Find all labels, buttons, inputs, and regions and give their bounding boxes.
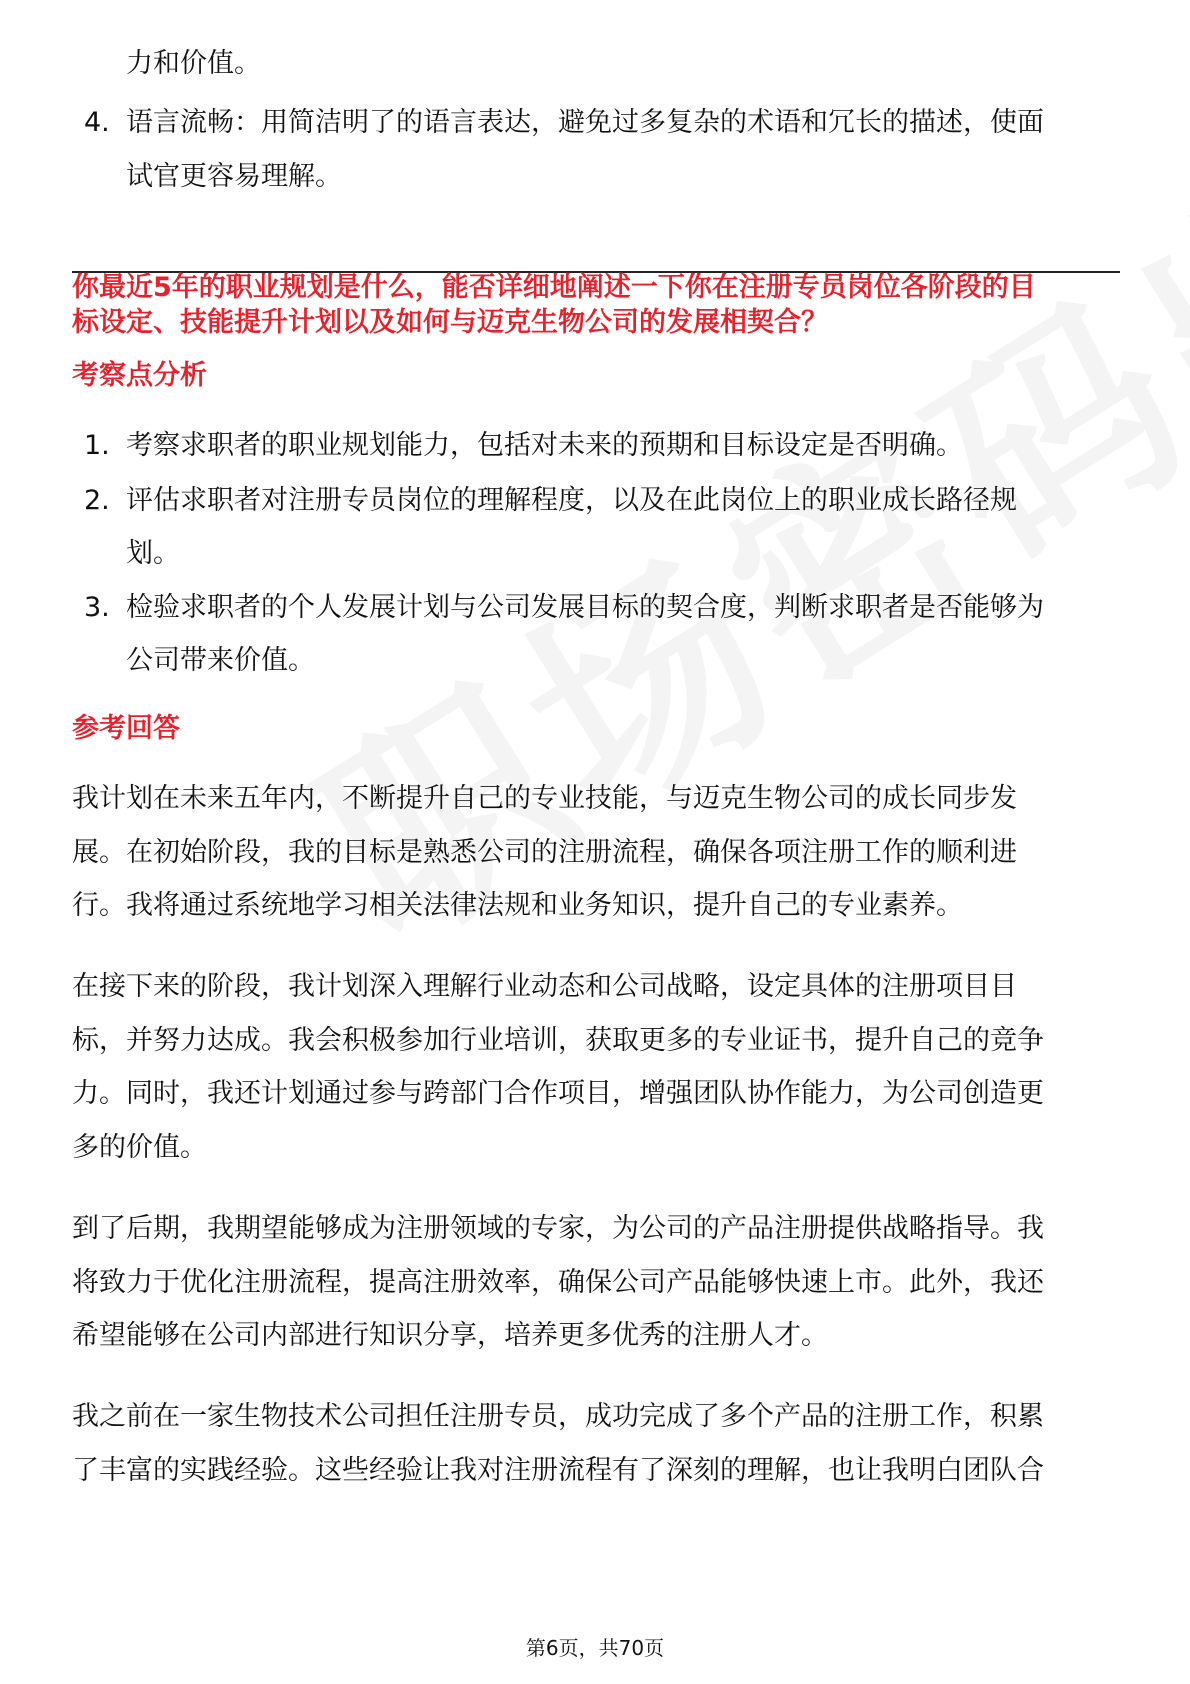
- prev-item-tail: 力和价值。: [126, 48, 261, 79]
- analysis-item-number: 1.: [84, 430, 110, 461]
- answer-line: 多的价值。: [72, 1132, 207, 1163]
- analysis-item-line: 评估求职者对注册专员岗位的理解程度，以及在此岗位上的职业成长路径规: [126, 485, 1017, 516]
- answer-line: 希望能够在公司内部进行知识分享，培养更多优秀的注册人才。: [72, 1320, 828, 1351]
- answer-line: 到了后期，我期望能够成为注册领域的专家，为公司的产品注册提供战略指导。我: [72, 1213, 1044, 1244]
- analysis-item-line: 划。: [126, 538, 180, 569]
- answer-line: 标，并努力达成。我会积极参加行业培训，获取更多的专业证书，提升自己的竞争: [72, 1025, 1044, 1056]
- answer-line: 我之前在一家生物技术公司担任注册专员，成功完成了多个产品的注册工作，积累: [72, 1401, 1044, 1432]
- page-footer: 第6页，共70页: [525, 1636, 665, 1660]
- answer-line: 了丰富的实践经验。这些经验让我对注册流程有了深刻的理解，也让我明白团队合: [72, 1455, 1044, 1486]
- analysis-item-line: 检验求职者的个人发展计划与公司发展目标的契合度，判断求职者是否能够为: [126, 592, 1044, 623]
- analysis-item-number: 2.: [84, 485, 110, 516]
- answer-line: 将致力于优化注册流程，提高注册效率，确保公司产品能够快速上市。此外，我还: [72, 1267, 1044, 1298]
- prev-item-number: 4.: [84, 107, 110, 138]
- analysis-item-line: 考察求职者的职业规划能力，包括对未来的预期和目标设定是否明确。: [126, 430, 963, 461]
- prev-item-line: 语言流畅：用简洁明了的语言表达，避免过多复杂的术语和冗长的描述，使面: [126, 107, 1044, 138]
- answer-line: 行。我将通过系统地学习相关法律法规和业务知识，提升自己的专业素养。: [72, 890, 963, 921]
- answer-line: 力。同时，我还计划通过参与跨部门合作项目，增强团队协作能力，为公司创造更: [72, 1078, 1044, 1109]
- analysis-item-number: 3.: [84, 592, 110, 623]
- answer-line: 在接下来的阶段，我计划深入理解行业动态和公司战略，设定具体的注册项目目: [72, 971, 1017, 1002]
- answer-heading: 参考回答: [72, 713, 180, 744]
- question-line: 你最近5年的职业规划是什么，能否详细地阐述一下你在注册专员岗位各阶段的目: [72, 272, 1036, 303]
- analysis-heading: 考察点分析: [72, 360, 207, 391]
- prev-item-line: 试官更容易理解。: [126, 161, 342, 192]
- answer-line: 我计划在未来五年内，不断提升自己的专业技能，与迈克生物公司的成长同步发: [72, 783, 1017, 814]
- question-line: 标设定、技能提升计划以及如何与迈克生物公司的发展相契合？: [72, 307, 828, 338]
- analysis-item-line: 公司带来价值。: [126, 645, 315, 676]
- answer-line: 展。在初始阶段，我的目标是熟悉公司的注册流程，确保各项注册工作的顺利进: [72, 837, 1017, 868]
